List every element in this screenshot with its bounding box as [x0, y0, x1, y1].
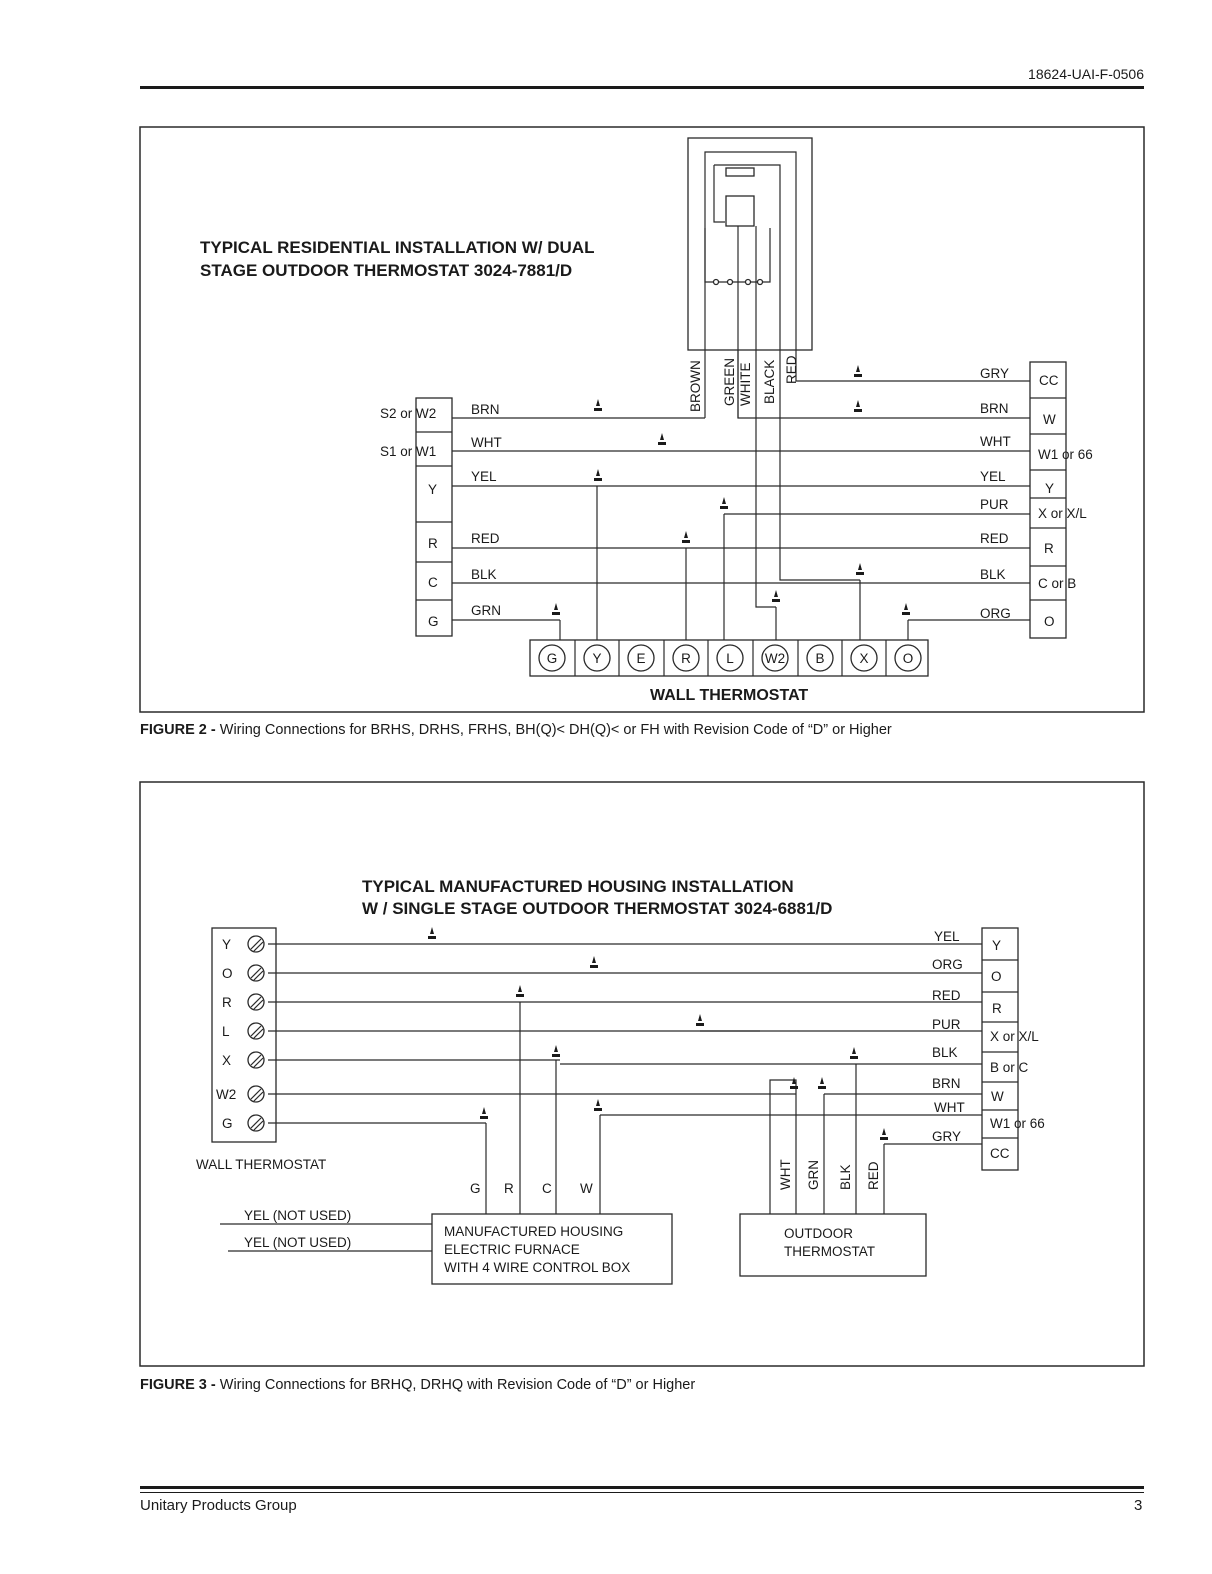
- fig3-rterm-cc: CC: [990, 1146, 1010, 1161]
- fig2-rterm-cc: CC: [1039, 373, 1059, 388]
- fig3-not-used: [220, 1208, 432, 1251]
- fig3-rwire-org: ORG: [932, 957, 963, 972]
- fig2-wall-terminal-y: Y: [592, 651, 602, 666]
- figure2-title-line2: STAGE OUTDOOR THERMOSTAT 3024-7881/D: [200, 261, 573, 280]
- fig3-fterm-r: R: [504, 1181, 514, 1196]
- fig2-rwire-yel: YEL: [980, 469, 1006, 484]
- fig3-rterm-w: W: [991, 1089, 1004, 1104]
- fig3-wall-terminal-g: G: [222, 1116, 233, 1131]
- fig3-wire-nuts: [428, 927, 888, 1140]
- fig2-wall-terminal-o: O: [902, 651, 914, 666]
- fig2-rterm-o: O: [1044, 614, 1055, 629]
- fig3-rterm-bc: B or C: [990, 1060, 1029, 1075]
- fig2-wall-terminal-r: R: [681, 651, 691, 666]
- fig2-wall-terminal-w2: W2: [764, 651, 786, 666]
- fig2-wall-terminal-g: G: [546, 651, 558, 666]
- fig3-wall-label: WALL THERMOSTAT: [196, 1157, 327, 1172]
- fig2-term-r: R: [428, 536, 438, 551]
- fig3-outdoor-leads: [778, 1159, 881, 1190]
- fig2-rterm-w: W: [1043, 412, 1056, 427]
- fig2-term-s2w2: S2 or W2: [380, 406, 437, 421]
- fig3-rwire-wht: WHT: [934, 1100, 965, 1115]
- figure3-title-line1: TYPICAL MANUFACTURED HOUSING INSTALLATION: [362, 877, 794, 896]
- fig2-lwire-wht: WHT: [471, 435, 502, 450]
- fig2-rwire-blk: BLK: [980, 567, 1006, 582]
- fig3-rterm-o: O: [991, 969, 1002, 984]
- fig2-rwire-brn: BRN: [980, 401, 1009, 416]
- figure3-title-line2: W / SINGLE STAGE OUTDOOR THERMOSTAT 3024-6881/D: [362, 899, 833, 918]
- fig2-lwire-grn: GRN: [471, 603, 501, 618]
- fig2-lead-green: GREEN: [722, 357, 737, 406]
- fig2-rwire-pur: PUR: [980, 497, 1009, 512]
- fig3-rwire-brn: BRN: [932, 1076, 961, 1091]
- fig3-wall-terminal-r: R: [222, 995, 232, 1010]
- fig2-term-s1w1: S1 or W1: [380, 444, 437, 459]
- fig2-rterm-w1: W1 or 66: [1038, 447, 1093, 462]
- fig2-rwire-gry: GRY: [980, 366, 1010, 381]
- fig2-rwire-org: ORG: [980, 606, 1011, 621]
- fig2-rterm-cb: C or B: [1038, 576, 1077, 591]
- fig3-wall-terminal-l: L: [222, 1024, 230, 1039]
- fig2-outdoor-thermostat: [688, 138, 812, 350]
- fig2-left-terminal-block: [380, 398, 452, 636]
- fig2-lead-black: BLACK: [762, 359, 777, 404]
- fig3-outdoor-line1: OUTDOOR: [784, 1226, 853, 1241]
- fig2-wall-terminal-x: X: [859, 651, 869, 666]
- figure3-caption-bold: FIGURE 3 -: [140, 1377, 216, 1393]
- fig2-lwire-blk: BLK: [471, 567, 497, 582]
- fig2-wall-terminal-b: B: [815, 651, 825, 666]
- fig2-rterm-y: Y: [1045, 481, 1055, 496]
- fig2-lwire-red: RED: [471, 531, 500, 546]
- fig3-furnace-line2: ELECTRIC FURNACE: [444, 1242, 580, 1257]
- figure2-title-line1: TYPICAL RESIDENTIAL INSTALLATION W/ DUAL: [200, 238, 595, 257]
- fig3-rwire-gry: GRY: [932, 1129, 962, 1144]
- fig3-not-used-2: YEL (NOT USED): [244, 1235, 352, 1250]
- fig3-rterm-y: Y: [992, 938, 1002, 953]
- figure2-frame: [140, 127, 1144, 712]
- fig3-fterm-w: W: [580, 1181, 593, 1196]
- fig3-furnace-box: [432, 1214, 672, 1284]
- fig3-rterm-w1: W1 or 66: [990, 1116, 1045, 1131]
- fig2-lwire-brn: BRN: [471, 402, 500, 417]
- fig2-rterm-r: R: [1044, 541, 1054, 556]
- fig3-wall-terminal-x: X: [222, 1053, 232, 1068]
- fig2-rwire-red: RED: [980, 531, 1009, 546]
- fig2-wall-thermostat: [530, 640, 928, 704]
- figure3-caption: [140, 1377, 695, 1393]
- fig2-right-terminal-block: [1030, 362, 1093, 638]
- fig2-term-y: Y: [428, 482, 438, 497]
- fig3-outdoor-box: [740, 1214, 926, 1276]
- fig3-lead-red: RED: [866, 1161, 881, 1190]
- fig3-fterm-g: G: [470, 1181, 481, 1196]
- fig3-rwire-yel: YEL: [934, 929, 960, 944]
- figure2-caption-bold: FIGURE 2 -: [140, 722, 216, 738]
- fig3-outdoor-line2: THERMOSTAT: [784, 1244, 875, 1259]
- fig2-wall-terminal-e: E: [636, 651, 646, 666]
- fig2-term-g: G: [428, 614, 439, 629]
- fig2-wall-label: WALL THERMOSTAT: [650, 687, 809, 704]
- fig3-fterm-c: C: [542, 1181, 552, 1196]
- footer-rule-thick: [140, 1486, 1144, 1489]
- fig3-lead-grn: GRN: [806, 1160, 821, 1190]
- fig3-rwire-blk: BLK: [932, 1045, 958, 1060]
- fig3-rterm-r: R: [992, 1001, 1002, 1016]
- fig3-wall-terminal-o: O: [222, 966, 233, 981]
- fig3-rwire-red: RED: [932, 988, 961, 1003]
- fig2-lead-brown: BROWN: [688, 360, 703, 412]
- fig3-furnace-line3: WITH 4 WIRE CONTROL BOX: [444, 1260, 631, 1275]
- fig2-rwire-wht: WHT: [980, 434, 1011, 449]
- fig3-right-terminal-block: [982, 928, 1045, 1170]
- footer-company: Unitary Products Group: [140, 1497, 297, 1514]
- fig3-wall-thermostat: [196, 928, 326, 1172]
- footer-page-number: 3: [1134, 1497, 1143, 1514]
- fig2-rterm-x: X or X/L: [1038, 506, 1087, 521]
- fig2-lead-red: RED: [784, 355, 799, 384]
- fig3-furnace-terminals: [470, 1181, 593, 1196]
- fig3-wall-terminal-y: Y: [222, 937, 232, 952]
- fig2-lwire-yel: YEL: [471, 469, 497, 484]
- figure2-caption-text: Wiring Connections for BRHS, DRHS, FRHS, BH(Q)< DH(Q)< or FH with Revision Code of “D” or Higher: [219, 722, 892, 738]
- fig2-drops: [560, 486, 908, 640]
- fig3-rterm-x: X or X/L: [990, 1029, 1039, 1044]
- fig3-not-used-1: YEL (NOT USED): [244, 1208, 352, 1223]
- fig2-lead-white: WHITE: [738, 362, 753, 406]
- footer-rule-thin: [140, 1492, 1144, 1493]
- document-code: 18624-UAI-F-0506: [1028, 66, 1144, 82]
- fig2-wall-terminal-l: L: [726, 651, 734, 666]
- fig2-term-c: C: [428, 575, 438, 590]
- figure2-caption: [140, 722, 892, 738]
- figure3-caption-text: Wiring Connections for BRHQ, DRHQ with Revision Code of “D” or Higher: [219, 1377, 696, 1393]
- fig3-furnace-line1: MANUFACTURED HOUSING: [444, 1224, 624, 1239]
- fig3-lead-wht: WHT: [778, 1159, 793, 1190]
- fig3-rwire-pur: PUR: [932, 1017, 961, 1032]
- fig3-lead-blk: BLK: [838, 1164, 853, 1190]
- fig3-wall-terminal-w2: W2: [216, 1087, 237, 1102]
